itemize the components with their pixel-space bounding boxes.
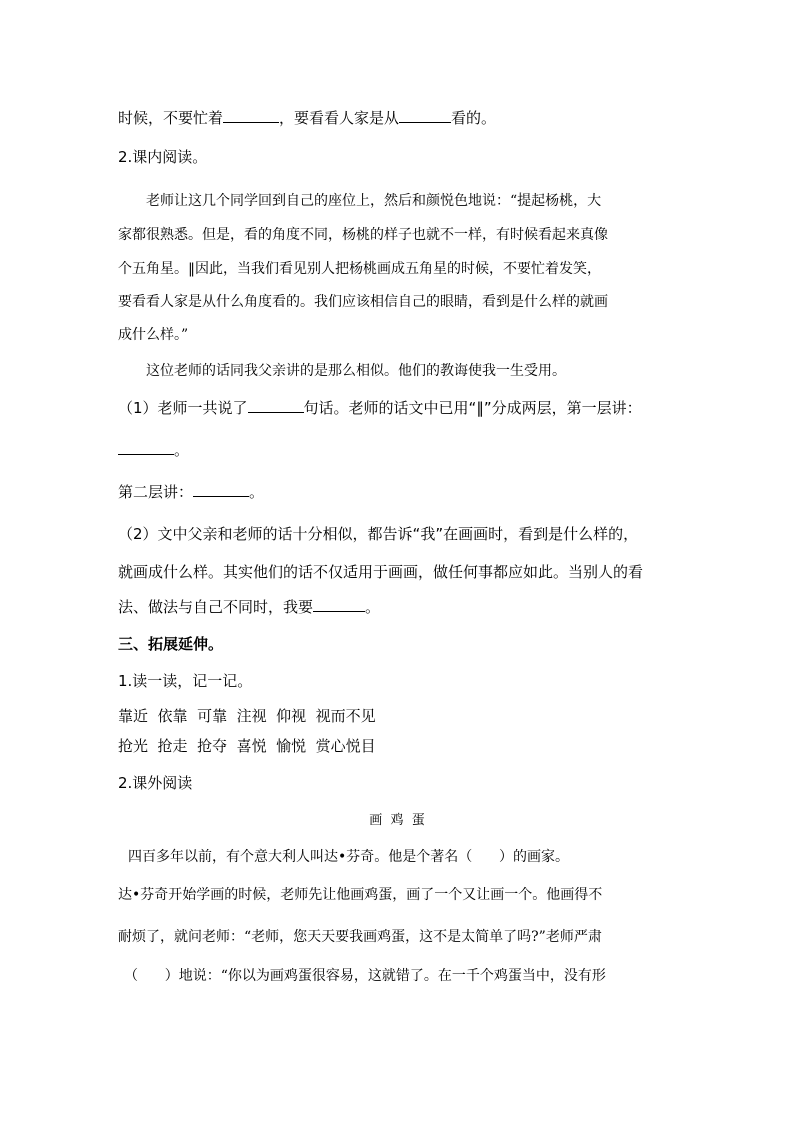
question-1-text-a: （1）老师一共说了 — [118, 399, 248, 417]
word-list-1: 靠近 依靠 可靠 注视 仰视 视而不见 — [118, 707, 376, 725]
question-2-period: 。 — [365, 598, 381, 616]
story-line-2: 达•芬奇开始学画的时候，老师先让他画鸡蛋，画了一个又让画一个。他画得不 — [118, 887, 603, 903]
section-3-item-1: 1.读一读，记一记。 — [118, 672, 253, 690]
story-line-4: （ ）地说：“你以为画鸡蛋很容易，这就错了。在一千个鸡蛋当中，没有形 — [124, 968, 606, 984]
blank-1[interactable] — [223, 108, 279, 123]
question-1-text-b: 句话。老师的话文中已用“‖”分成两层，第一层讲： — [303, 399, 642, 417]
question-2-line-3 — [118, 597, 380, 617]
question-1-second-layer — [118, 482, 264, 502]
passage-line-4: 要看看人家是从什么角度看的。我们应该相信自己的眼睛，看到是什么样的就画 — [118, 294, 608, 310]
passage-line-2: 家都很熟悉。但是，看的角度不同，杨桃的样子也就不一样，有时候看起来真像 — [118, 227, 608, 243]
blank-6[interactable] — [313, 597, 365, 612]
question-1-period-1: 。 — [174, 441, 190, 459]
story-line-3: 耐烦了，就问老师：“老师，您天天要我画鸡蛋，这不是太简单了吗?”老师严肃 — [118, 929, 602, 945]
passage-line-6: 这位老师的话同我父亲讲的是那么相似。他们的教诲使我一生受用。 — [146, 363, 566, 379]
section-3-title: 三、拓展延伸。 — [118, 635, 224, 653]
blank-4[interactable] — [118, 440, 174, 455]
question-2-line-1: （2）文中父亲和老师的话十分相似，都告诉“我”在画画时，看到是什么样的， — [118, 525, 639, 543]
story-line-1: 四百多年以前，有个意大利人叫达•芬奇。他是个著名（ ）的画家。 — [128, 849, 569, 865]
intro-text-3: 看的。 — [451, 109, 497, 127]
question-1-text-d: 第二层讲： — [118, 483, 194, 501]
question-1-period-2: 。 — [249, 483, 265, 501]
blank-2[interactable] — [399, 108, 451, 123]
passage-line-5: 成什么样。” — [118, 327, 189, 343]
blank-3[interactable] — [248, 398, 304, 413]
intro-text-1: 时候，不要忙着 — [118, 109, 224, 127]
question-1-answer-line — [118, 440, 189, 460]
section-3-item-2: 2.课外阅读 — [118, 774, 193, 792]
word-list-2: 抢光 抢走 抢夺 喜悦 愉悦 赏心悦目 — [118, 737, 376, 755]
question-2-line-2: 就画成什么样。其实他们的话不仅适用于画画，做任何事都应如此。当别人的看 — [118, 563, 644, 581]
passage-line-3: 个五角星。‖因此，当我们看见别人把杨桃画成五角星的时候，不要忙着发笑， — [118, 261, 601, 277]
story-title: 画 鸡 蛋 — [369, 813, 425, 828]
passage-line-1: 老师让这几个同学回到自己的座位上，然后和颜悦色地说：“提起杨桃，大 — [146, 193, 602, 209]
blank-5[interactable] — [193, 482, 249, 497]
question-1 — [118, 398, 642, 418]
intro-line — [118, 108, 496, 128]
section-2-title: 2.课内阅读。 — [118, 148, 208, 166]
intro-text-2: ，要看看人家是从 — [279, 109, 400, 127]
question-2-text-c: 法、做法与自己不同时，我要 — [118, 598, 314, 616]
